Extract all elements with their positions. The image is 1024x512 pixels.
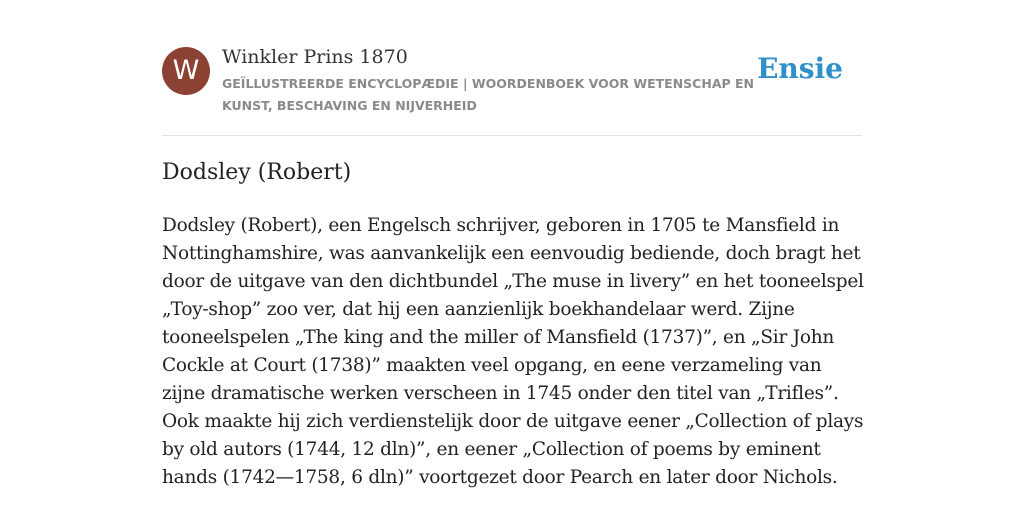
- entry-body: Dodsley (Robert), een Engelsch schrijver, geboren in 1705 te Mansfield in Nottinghamshire, was aanvankelijk een eenvoudig bediende, doch bragt het door de uitgave van den dichtbundel „The muse in livery” en het tooneelspel „Toy-shop” zoo ver, dat hij een aanzienlijk boekhandelaar werd. Zijne tooneelspelen „The king and the miller of Mansfield (1737)”, en „Sir John Cockle at Court (1738)” maakten veel opgang, en eene verzameling van zijne dramatische werken verscheen in 1745 onder den titel van „Trifles”. Ook maakte hij zich verdienstelijk door de uitgave eener „Collection of plays by old autors (1744, 12 dln)”, en eener „Collection of poems by eminent hands (1742—1758, 6 dln)” voortgezet door Pearch en later door Nichols.: [162, 215, 864, 488]
- ensie-logo-link[interactable]: Ensie: [757, 52, 843, 85]
- header-divider: [162, 135, 862, 136]
- source-title[interactable]: Winkler Prins 1870: [222, 46, 408, 68]
- source-header: [162, 44, 862, 136]
- source-avatar[interactable]: W: [162, 47, 210, 95]
- source-subtitle: GEÏLLUSTREERDE ENCYCLOPÆDIE | WOORDENBOEK VOOR WETENSCHAP EN KUNST, BESCHAVING EN NIJVERHEID: [222, 76, 755, 113]
- entry-title: Dodsley (Robert): [162, 160, 352, 185]
